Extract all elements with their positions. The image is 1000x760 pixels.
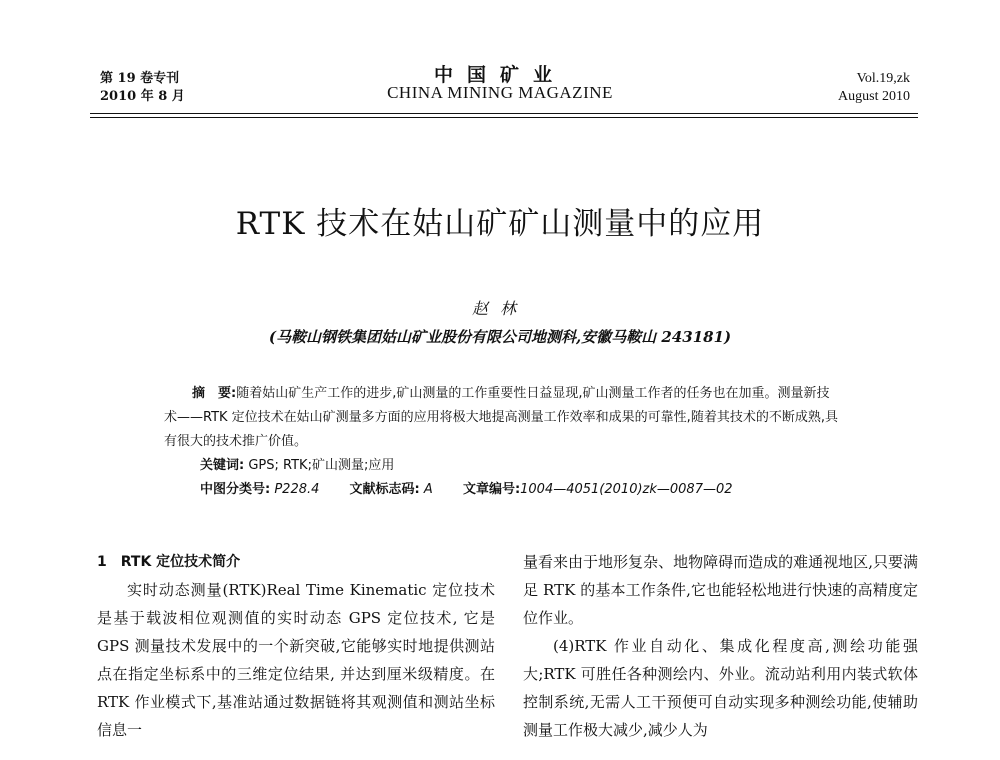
header-rule-thick [90, 113, 918, 114]
header-rule-thin [90, 117, 918, 118]
journal-title-en: CHINA MINING MAGAZINE [387, 83, 613, 102]
doc-code-label: 文献标志码: [349, 482, 420, 497]
date-en: August 2010 [838, 89, 910, 104]
article-no-value: 1004—4051(2010)zk—0087—02 [520, 482, 733, 497]
abstract-label: 摘 要: [192, 386, 237, 401]
date-cn: 2010 年 8 月 [100, 89, 185, 104]
body-column-left [97, 548, 495, 744]
keywords-line [164, 454, 842, 478]
body-paragraph: 量看来由于地形复杂、地物障碍而造成的难通视地区,只要满足 RTK 的基本工作条件,它也能轻松地进行快速的高精度定位作业。 [523, 553, 918, 627]
section-heading-1: 1 RTK 定位技术简介 [97, 554, 241, 570]
body-column-right [523, 548, 918, 744]
article-title: RTK 技术在姑山矿矿山测量中的应用 [235, 206, 765, 242]
classification-line [164, 478, 842, 502]
class-value: P228.4 [274, 482, 320, 497]
keywords-label: 关键词: [200, 458, 245, 473]
author-affiliation: (马鞍山钢铁集团姑山矿业股份有限公司地测科,安徽马鞍山 243181) [268, 328, 732, 346]
abstract-paragraph [164, 382, 842, 454]
journal-title-cn: 中国矿业 [433, 64, 566, 86]
volume-en: Vol.19,zk [856, 71, 910, 86]
header-right [838, 70, 910, 106]
abstract-block [164, 382, 842, 502]
doc-code-value: A [423, 482, 433, 497]
volume-label: 第 19 卷专刊 [100, 71, 180, 86]
body-paragraph: (4)RTK 作业自动化、集成化程度高,测绘功能强大;RTK 可胜任各种测绘内、外业。流动站利用内装式软体控制系统,无需人工干预便可自动实现多种测绘功能,使辅助测量工作极大减少,减少人为 [523, 637, 918, 739]
article-no-label: 文章编号: [462, 482, 521, 497]
body-paragraph: 实时动态测量(RTK)Real Time Kinematic 定位技术是基于载波相位观测值的实时动态 GPS 定位技术, 它是 GPS 测量技术发展中的一个新突破,它能够实时地提供测站点在指定坐标系中的三维定位结果, 并达到厘米级精度。在 RTK 作业模式下,基准站通过数据链将其观测值和测站坐标信息一 [97, 581, 495, 739]
article-author: 赵林 [471, 299, 528, 318]
class-label: 中图分类号: [200, 482, 271, 497]
keywords-value: GPS; RTK;矿山测量;应用 [248, 458, 395, 473]
abstract-text: 随着姑山矿生产工作的进步,矿山测量的工作重要性日益显现,矿山测量工作者的任务也在加重。测量新技术——RTK 定位技术在姑山矿测量多方面的应用将极大地提高测量工作效率和成果的可靠性,随着其技术的不断成熟,具有很大的技术推广价值。 [164, 386, 838, 449]
